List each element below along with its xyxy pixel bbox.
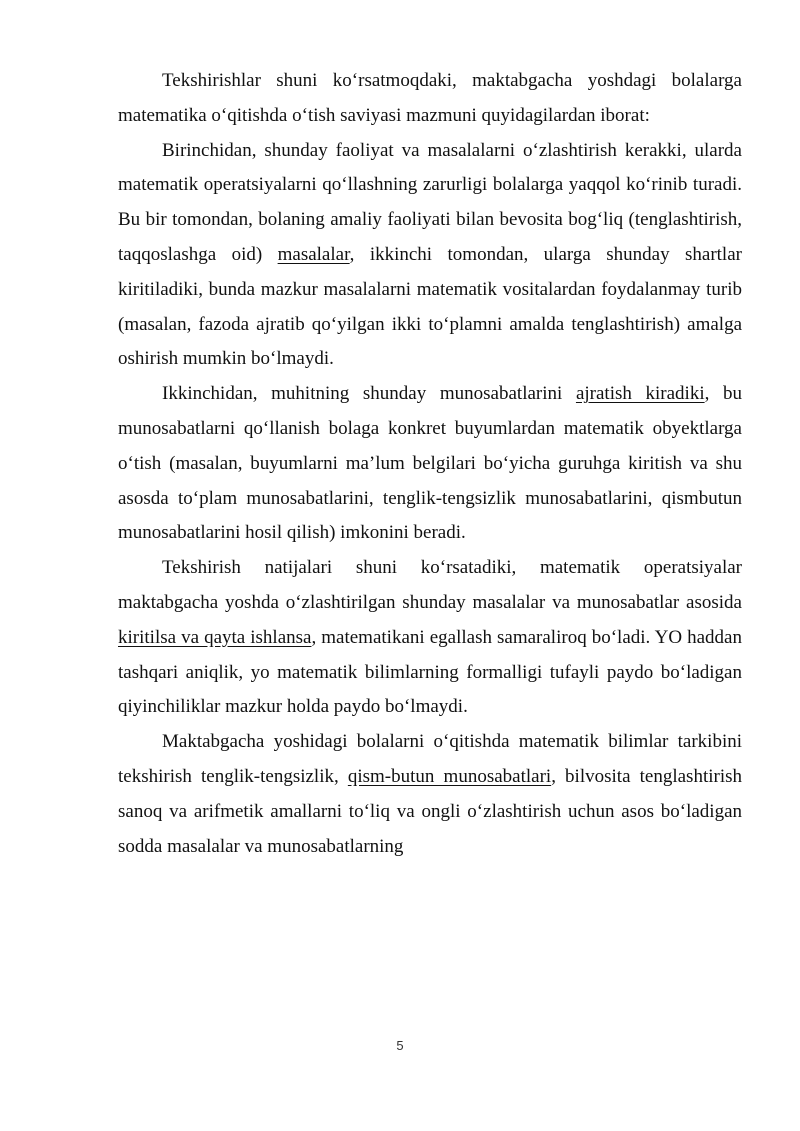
underlined-text: masalalar: [277, 243, 350, 265]
underlined-text: kiritilsa va qayta ishlansa: [118, 626, 312, 648]
page-number: 5: [396, 1038, 404, 1053]
text-segment: , bu munosabatlarni qo‘llanish bolaga konkret buyumlardan matematik obyektlarga o‘tish (masalan, buyumlarni ma’lum belgilari bo‘yicha guruhga kiritish va shu asosda to‘plam munosabatlarini, tenglik-tengsizlik munosabatlarini, qismbutun munosabatlarini hosil qilish) imkonini beradi.: [118, 383, 743, 544]
document-page: [118, 64, 742, 864]
paragraph-2: [118, 134, 742, 378]
paragraph-3: [118, 377, 742, 551]
paragraph-1: [118, 64, 742, 134]
text-segment: , ikkinchi tomondan, ularga shunday shartlar kiritiladiki, bunda mazkur masalalarni matematik vositalardan foydalanmay turib (masalan, fazoda ajratib qo‘yilgan ikki to‘plamni amalda tenglashtirish) amalga oshirish mumkin bo‘lmaydi.: [118, 243, 742, 370]
text-segment: , matematikani egallash samaraliroq bo‘ladi. YO haddan tashqari aniqlik, yo matematik bilimlarning formalligi tufayli paydo bo‘ladigan qiyinchiliklar mazkur holda paydo bo‘lmaydi.: [118, 626, 742, 718]
text-segment: Ikkinchidan, muhitning shunday munosabatlarini: [162, 383, 576, 405]
underlined-text: qism-butun munosabatlari: [347, 765, 552, 787]
paragraph-5: [118, 725, 742, 864]
text-segment: Birinchidan, shunday faoliyat va masalalarni o‘zlashtirish kerakki, ularda matematik operatsiyalarni qo‘llashning zarurligi bolalarga yaqqol ko‘rinib turadi. Bu bir tomondan, bolaning amaliy faoliyati bilan bevosita bog‘liq (tenglashtirish, taqqoslashga oid): [118, 139, 742, 265]
underlined-text: ajratish kiradiki: [575, 383, 705, 405]
text-segment: , bilvosita tenglashtirish sanoq va arifmetik amallarni to‘liq va ongli o‘zlashtirish uchun asos bo‘ladigan sodda masalalar va munosabatlarning: [118, 765, 742, 857]
paragraph-4: [118, 551, 742, 725]
text-segment: Tekshirishlar shuni ko‘rsatmoqdaki, maktabgacha yoshdagi bolalarga matematika o‘qitishda o‘tish saviyasi mazmuni quyidagilardan iborat:: [118, 70, 742, 126]
text-segment: Tekshirish natijalari shuni ko‘rsatadiki, matematik operatsiyalar maktabgacha yoshda o‘zlashtirilgan shunday masalalar va munosabatlar asosida: [118, 557, 742, 613]
text-segment: Maktabgacha yoshidagi bolalarni o‘qitishda matematik bilimlar tarkibini tekshirish tenglik-tengsizlik,: [118, 731, 742, 787]
